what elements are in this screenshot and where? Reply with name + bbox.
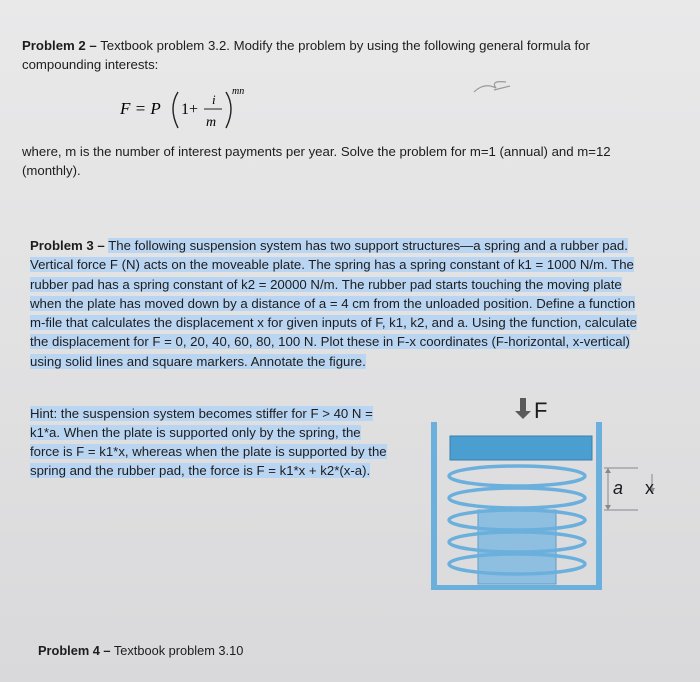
- problem2-text: Textbook problem 3.2. Modify the problem by using the following general formula for compounding interests:: [22, 38, 590, 72]
- hint-line: Hint: the suspension system becomes stiffer for F > 40 N =: [30, 406, 373, 421]
- hint-paragraph: [30, 404, 415, 480]
- problem3-line: Vertical force F (N) acts on the moveable plate. The spring has a spring constant of k1 = 1000 N/m. The: [30, 257, 634, 273]
- problem2-heading: Problem 2 –: [22, 38, 97, 53]
- formula-denominator: m: [206, 115, 217, 130]
- force-arrow-head: [515, 411, 531, 419]
- problem3-line: the displacement for F = 0, 20, 40, 60, 80, 100 N. Plot these in F-x coordinates (F-horizontal, x-vertical): [30, 334, 630, 350]
- hint-line: spring and the rubber pad, the force is F = k1*x + k2*(x-a).: [30, 463, 371, 478]
- problem3-line: The following suspension system has two support structures—a spring and a rubber pad.: [108, 238, 628, 253]
- problem4-text: Textbook problem 3.10: [113, 643, 244, 658]
- base: [431, 585, 602, 590]
- problem2-statement: [22, 36, 672, 74]
- left-wall: [431, 422, 437, 590]
- problem3-line: using solid lines and square markers. Annotate the figure.: [30, 353, 366, 369]
- problem3-line: m-file that calculates the displacement x for given inputs of F, k1, k2, and a. Using the function, calculate: [30, 315, 637, 331]
- hint-line: force is F = k1*x, whereas when the plate is supported by the: [30, 444, 387, 459]
- a-label: a: [613, 478, 624, 498]
- problem2-where: where, m is the number of interest payments per year. Solve the problem for m=1 (annual) and m=12 (monthly).: [22, 144, 611, 178]
- formula-numerator: i: [212, 92, 216, 107]
- formula-one: 1+: [181, 101, 199, 118]
- compound-interest-formula: [118, 78, 288, 136]
- problem4-statement: [38, 641, 438, 660]
- formula-exponent: mn: [232, 86, 245, 97]
- problem3-heading: Problem 3 –: [30, 238, 105, 253]
- force-arrow-shaft: [520, 398, 526, 412]
- pencil-scribble: [470, 76, 520, 98]
- problem3-line: when the plate has moved down by a distance of a = 4 cm from the unloaded position. Define a function: [30, 295, 636, 311]
- x-label: x: [645, 478, 654, 498]
- force-label: F: [534, 398, 548, 423]
- formula-lhs: F = P: [120, 99, 161, 118]
- moveable-plate: [450, 436, 592, 460]
- problem3-line: rubber pad has a spring constant of k2 = 20000 N/m. The rubber pad starts touching the moving plate: [30, 276, 622, 292]
- problem3-statement: [30, 236, 682, 371]
- problem4-heading: Problem 4 –: [38, 643, 111, 658]
- hint-line: k1*a. When the plate is supported only by the spring, the: [30, 425, 361, 440]
- right-wall: [596, 422, 602, 590]
